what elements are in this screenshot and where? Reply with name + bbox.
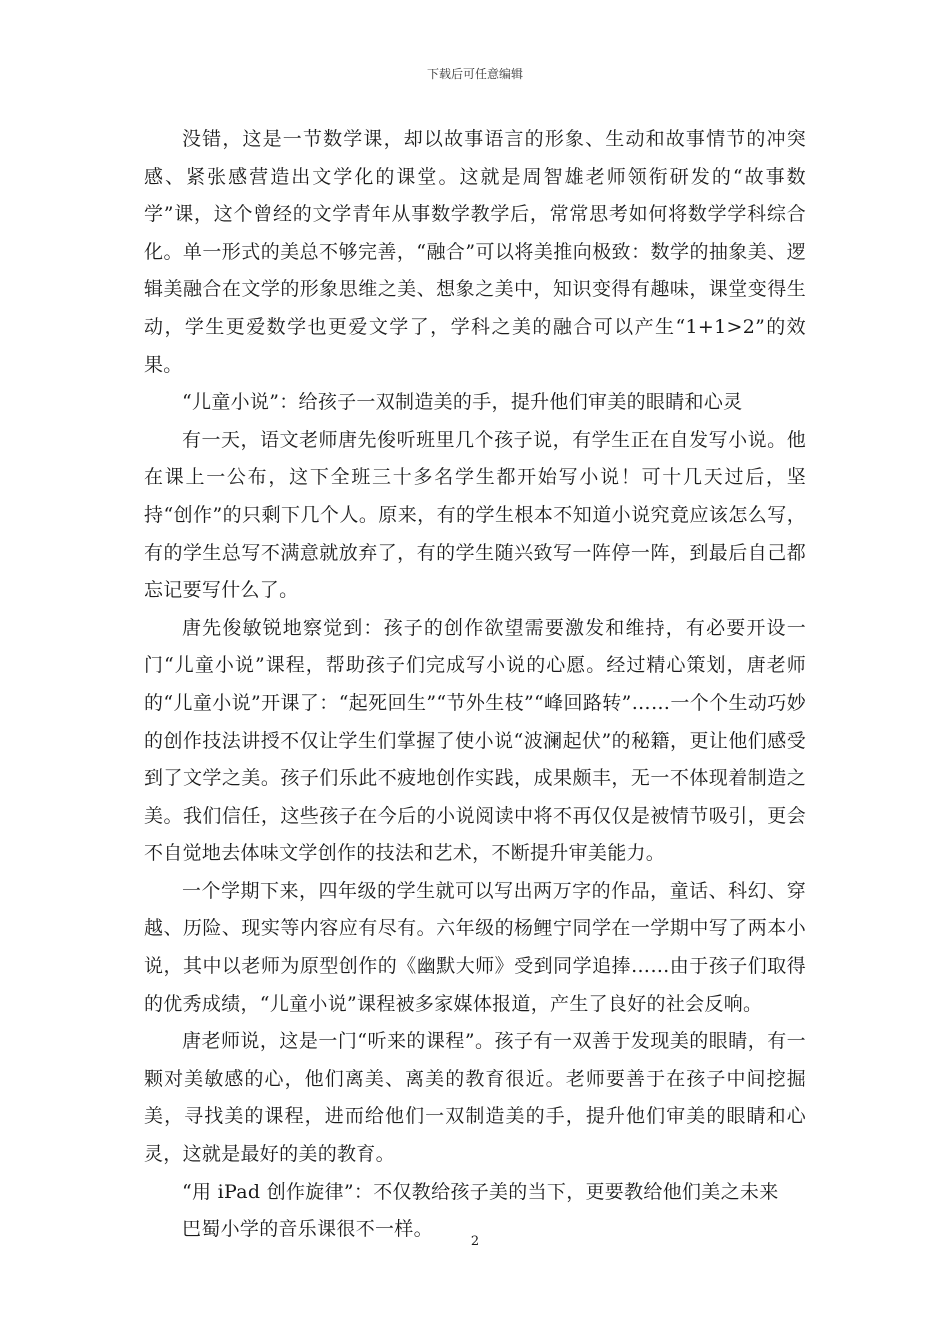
section-heading-children-novel: “儿童小说”：给孩子一双制造美的手，提升他们审美的眼睛和心灵 [182,391,743,414]
paragraph-novel-course: 唐先俊敏锐地察觉到：孩子的创作欲望需要激发和维持，有必要开设一门“儿童小说”课程，帮助孩子们完成写小说的心愿。经过精心策划，唐老师的“儿童小说”开课了：“起死回生”“节外生枝”“峰回路转”……一个个生动巧妙的创作技法讲授不仅让学生们掌握了使小说“波澜起伏”的秘籍，更让他们感受到了文学之美。孩子们乐此不疲地创作实践，成果颇丰，无一不体现着制造之美。我们信任，这些孩子在今后的小说阅读中将不再仅仅是被情节吸引，更会不自觉地去体味文学创作的技法和艺术，不断提升审美能力。 [144,616,806,865]
page-header: 下载后可任意编辑 [426,67,523,81]
paragraph-teacher-quote: 唐老师说，这是一门“听来的课程”。孩子有一双善于发现美的眼睛，有一颗对美敏感的心，他们离美、离美的教育很近。老师要善于在孩子中间挖掘美，寻找美的课程，进而给他们一双制造美的手，提升他们审美的眼睛和心灵，这就是最好的美的教育。 [144,1030,806,1166]
paragraph-novel-results: 一个学期下来，四年级的学生就可以写出两万字的作品，童话、科幻、穿越、历险、现实等内容应有尽有。六年级的杨鲤宁同学在一学期中写了两本小说，其中以老师为原型创作的《幽默大师》受到同学追捧……由于孩子们取得的优秀成绩，“儿童小说”课程被多家媒体报道，产生了良好的社会反响。 [144,879,806,1015]
paragraph-novel-origin: 有一天，语文老师唐先俊听班里几个孩子说，有学生正在自发写小说。他在课上一公布，这下全班三十多名学生都开始写小说！可十几天过后，坚持“创作”的只剩下几个人。原来，有的学生根本不知道小说究竟应该怎么写，有的学生总写不满意就放弃了，有的学生随兴致写一阵停一阵，到最后自己都忘记要写什么了。 [144,428,806,602]
section-heading-ipad-melody: “用 iPad 创作旋律”：不仅教给孩子美的当下，更要教给他们美之未来 [182,1180,779,1203]
paragraph-story-math: 没错，这是一节数学课，却以故事语言的形象、生动和故事情节的冲突感、紧张感营造出文学化的课堂。这就是周智雄老师领衔研发的“故事数学”课，这个曾经的文学青年从事数学教学后，常常思考如何将数学学科综合化。单一形式的美总不够完善，“融合”可以将美推向极致：数学的抽象美、逻辑美融合在文学的形象思维之美、想象之美中，知识变得有趣味，课堂变得生动，学生更爱数学也更爱文学了，学科之美的融合可以产生“1+1>2”的效果。 [144,128,806,376]
document-body [144,121,806,1249]
paragraph-music-class: 巴蜀小学的音乐课很不一样。 [182,1218,433,1241]
page-number: 2 [470,1234,480,1249]
